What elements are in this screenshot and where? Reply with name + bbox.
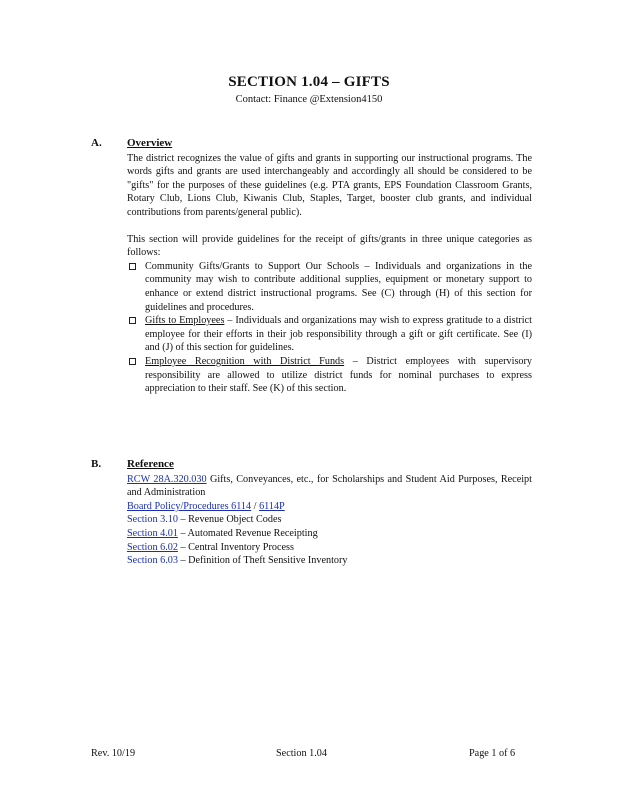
reference-link-section-6-03[interactable]: Section 6.03 <box>127 555 178 567</box>
reference-text: – Definition of Theft Sensitive Inventory <box>177 555 348 567</box>
section-b-letter: B. <box>91 458 102 470</box>
reference-row <box>127 473 532 500</box>
section-a <box>127 137 532 396</box>
list-item <box>127 314 532 355</box>
reference-row <box>127 541 532 555</box>
list-item-lead: Gifts to Employees <box>145 315 225 327</box>
overview-paragraph-1: The district recognizes the value of gifts and grants in supporting our instructional programs. The words gifts and grants are used interchangeably and accordingly all should be considered to be "gifts" for the purposes of these guidelines (e.g. PTA grants, EPS Foundation Classroom Grants, Rotary Club, Lions Club, Kiwanis Club, Staples, Target, booster club grants, and individual contributions from parents/general public). <box>127 152 532 218</box>
list-item-text: – District employees with supervisory responsibility are allowed to utilize district funds for nominal purchases to express appreciation to their staff. See (K) of this section. <box>145 355 532 395</box>
reference-row <box>127 500 532 514</box>
category-list <box>127 260 532 396</box>
section-a-heading: Overview <box>127 137 173 149</box>
list-item-text: – Individuals and organizations may wish to express gratitude to a district employee for their efforts in their job responsibility through a gift or gift certificate. See (I) and (J) of this section for guidelines. <box>145 315 532 354</box>
reference-separator: / <box>251 500 260 512</box>
reference-text: Gifts, Conveyances, etc., for Scholarships and Student Aid Purposes, Receipt and Administration <box>127 473 532 499</box>
reference-link-section-4-01[interactable]: Section 4.01 <box>127 527 178 539</box>
footer-revision: Rev. 10/19 <box>91 748 136 759</box>
checkbox-bullet-icon <box>129 358 136 365</box>
list-item-lead: Community Gifts/Grants to Support Our Schools <box>145 260 360 272</box>
list-item <box>127 260 532 314</box>
footer-section: Section 1.04 <box>276 748 327 759</box>
section-b-heading: Reference <box>127 458 174 470</box>
overview-paragraph-2: This section will provide guidelines for the receipt of gifts/grants in three unique categories as follows: <box>127 233 532 259</box>
reference-link-procedure[interactable]: 6114P <box>259 500 285 512</box>
reference-text: – Automated Revenue Receipting <box>177 527 318 539</box>
reference-link-section-3-10[interactable]: Section 3.10 <box>127 514 178 526</box>
page-title: SECTION 1.04 – GIFTS <box>228 74 390 90</box>
reference-text: – Central Inventory Process <box>177 541 294 553</box>
reference-row <box>127 554 532 568</box>
reference-link-section-6-02[interactable]: Section 6.02 <box>127 541 178 553</box>
reference-link-board-policy[interactable]: Board Policy/Procedures 6114 <box>127 500 252 512</box>
reference-text: – Revenue Object Codes <box>177 514 282 526</box>
footer-page-number: Page 1 of 6 <box>469 748 516 759</box>
reference-row <box>127 513 532 527</box>
list-item-lead: Employee Recognition with District Funds <box>145 355 345 367</box>
contact-line: Contact: Finance @Extension4150 <box>235 94 383 105</box>
list-item <box>127 355 532 396</box>
reference-link-rcw[interactable]: RCW 28A.320.030 <box>127 473 207 485</box>
checkbox-bullet-icon <box>129 317 136 324</box>
list-item-text: – Individuals and organizations in the community may wish to contribute additional supplies, equipment or monetary support to enhance or extend district instructional programs. See (C) through (H) of this section for guidelines and procedures. <box>145 260 532 313</box>
section-b <box>127 458 532 568</box>
checkbox-bullet-icon <box>129 263 136 270</box>
section-a-letter: A. <box>91 137 102 149</box>
reference-row <box>127 527 532 541</box>
